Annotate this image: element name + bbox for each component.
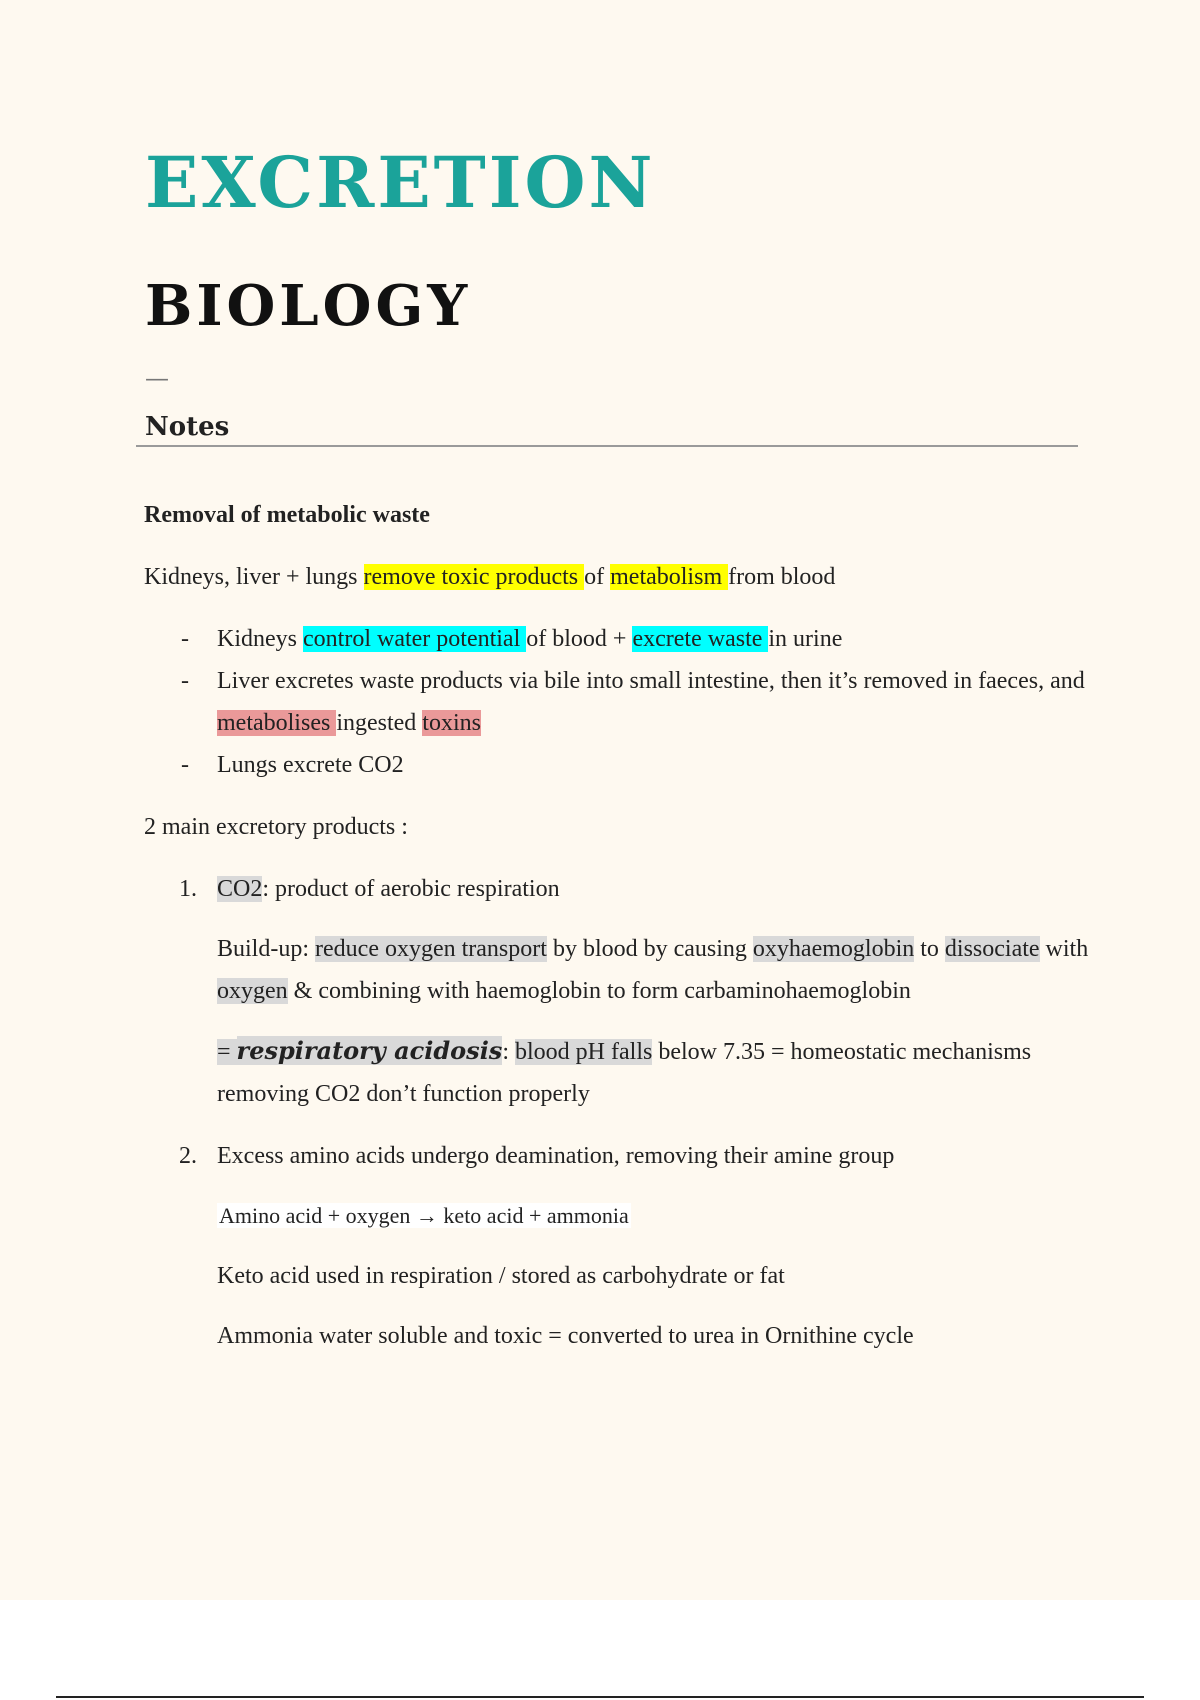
product-item-co2 xyxy=(179,868,1094,1115)
ammonia-line: Ammonia water soluble and toxic = converted to urea in Ornithine cycle xyxy=(217,1323,914,1349)
highlight-remove-toxic-products: remove toxic products xyxy=(363,564,585,590)
co2-line xyxy=(217,868,1094,910)
buildup-text: & combining with haemoglobin to form carbaminohaemoglobin xyxy=(287,978,911,1004)
subject-heading: BIOLOGY xyxy=(145,273,472,339)
highlight-oxygen: oxygen xyxy=(217,978,288,1004)
keto-acid-line: Keto acid used in respiration / stored as carbohydrate or fat xyxy=(217,1263,785,1289)
deamination-line: Excess amino acids undergo deamination, removing their amine group xyxy=(217,1143,895,1169)
intro-text-1: Kidneys, liver + lungs xyxy=(144,564,364,590)
intro-paragraph xyxy=(144,556,1094,598)
highlight-oxyhaemoglobin: oxyhaemoglobin xyxy=(752,936,915,962)
notes-body xyxy=(144,494,1094,1377)
highlight-respiratory-acidosis: respiratory acidosis xyxy=(236,1036,503,1065)
bullet-text: of blood + xyxy=(526,626,633,652)
document-title: EXCRETION xyxy=(145,141,656,224)
intro-text-2: of xyxy=(584,564,611,590)
acidosis-paragraph xyxy=(217,1030,1094,1115)
bullet-text: ingested xyxy=(336,710,423,736)
acidosis-text: : xyxy=(502,1039,515,1065)
bullet-lungs xyxy=(217,744,1094,786)
bullet-liver xyxy=(217,660,1094,744)
highlight-reduce-oxygen-transport: reduce oxygen transport xyxy=(315,936,547,962)
bullet-text: Lungs excrete CO2 xyxy=(217,752,404,778)
highlight-excrete-waste: excrete waste xyxy=(632,626,769,652)
highlight-co2: CO2 xyxy=(217,876,263,902)
acidosis-text: below 7.35 = homeostatic mechanisms removing CO2 don’t function properly xyxy=(217,1039,1032,1107)
highlight-equals: = xyxy=(217,1039,237,1065)
item-number: 2. xyxy=(179,1143,197,1169)
deamination-equation-line xyxy=(217,1195,1094,1237)
intro-text-3: from blood xyxy=(728,564,836,590)
title-dash: — xyxy=(145,364,169,392)
excretory-products-list xyxy=(144,868,1094,1357)
buildup-text: with xyxy=(1039,936,1089,962)
buildup-text: by blood by causing xyxy=(546,936,753,962)
products-intro: 2 main excretory products : xyxy=(144,814,408,840)
page-bottom-rule xyxy=(56,1696,1144,1698)
highlight-metabolism: metabolism xyxy=(610,564,729,590)
bullet-kidneys xyxy=(217,618,1094,660)
section-divider xyxy=(136,445,1078,447)
co2-text: : product of aerobic respiration xyxy=(262,876,560,902)
buildup-paragraph xyxy=(217,928,1094,1012)
bullet-text: in urine xyxy=(768,626,843,652)
item-number: 1. xyxy=(179,876,197,902)
highlight-metabolises: metabolises xyxy=(217,710,337,736)
highlight-control-water-potential: control water potential xyxy=(303,626,527,652)
organ-bullet-list xyxy=(144,618,1094,786)
highlight-toxins: toxins xyxy=(422,710,481,736)
highlight-dissociate: dissociate xyxy=(944,936,1040,962)
notes-section-label: Notes xyxy=(145,412,230,442)
bullet-text: Liver excretes waste products via bile into small intestine, then it’s removed in faeces, and xyxy=(217,668,1085,694)
bullet-text: Kidneys xyxy=(217,626,303,652)
highlight-blood-ph-falls: blood pH falls xyxy=(515,1039,653,1065)
deamination-equation: Amino acid + oxygen → keto acid + ammonia xyxy=(219,1203,629,1228)
buildup-text: Build-up: xyxy=(217,936,316,962)
product-item-amino-acids xyxy=(179,1135,1094,1357)
notes-heading: Removal of metabolic waste xyxy=(144,502,430,528)
buildup-text: to xyxy=(914,936,945,962)
